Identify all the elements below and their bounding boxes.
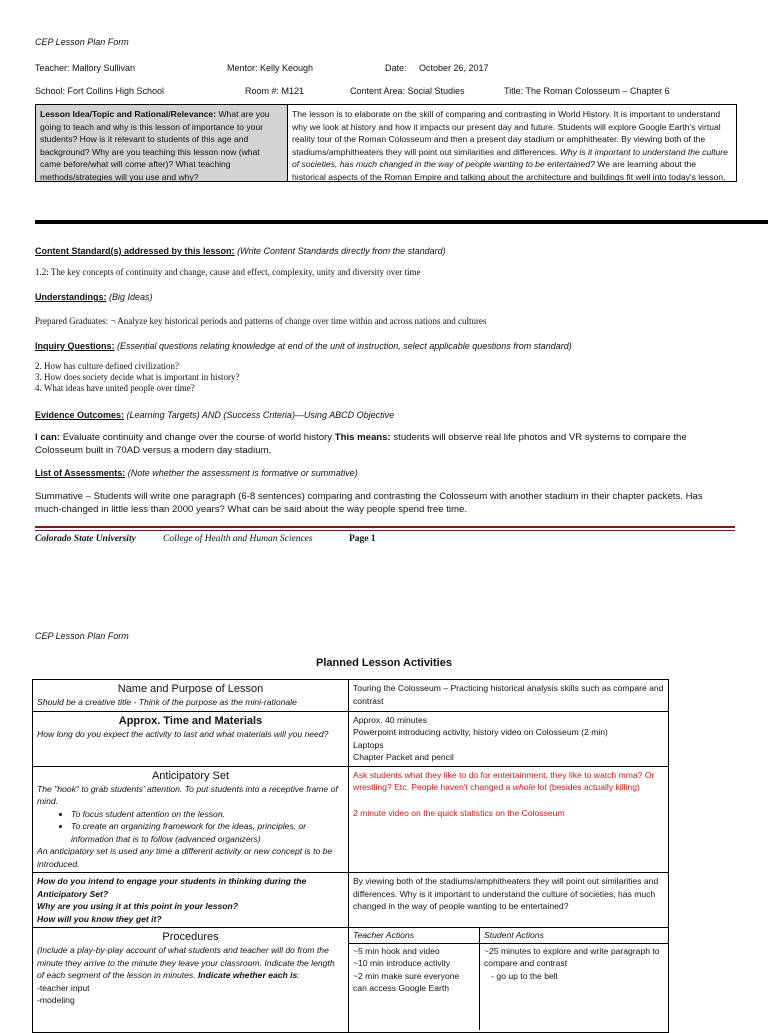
planned-activities-table bbox=[32, 679, 669, 1033]
procedures-cell bbox=[33, 928, 349, 1033]
i-can-text: Evaluate continuity and change over the course of world history bbox=[60, 432, 335, 443]
list-item: • To focus student attention on the lesson. bbox=[71, 808, 344, 821]
actions-table bbox=[349, 928, 668, 1030]
date-value: October 26, 2017 bbox=[419, 63, 489, 73]
assessments-heading bbox=[35, 467, 358, 479]
table-row bbox=[33, 873, 669, 928]
evidence-note: (Learning Targets) AND (Success Criteria)—Using ABCD Objective bbox=[126, 410, 395, 420]
understandings-label: Understandings: bbox=[35, 292, 107, 302]
lesson-idea-text-a: The lesson is to elaborate on the skill of comparing and contrasting in World History. It is important to understand why we look at history and how it impacts our present day and future. Students will explore Google Earth's virtual reality tour of the Roman Colosseum and then a present day stadium or amphitheater. By viewing both of the stadiums/amphitheaters they will point out similarities and differences. bbox=[292, 109, 721, 157]
engage-question: How will you know they get it? bbox=[37, 913, 162, 924]
this-means-label: This means: bbox=[334, 432, 391, 443]
anticipatory-bullets bbox=[37, 808, 344, 846]
standards-text: 1.2: The key concepts of continuity and change, cause and effect, complexity, unity and diversity over time bbox=[35, 267, 421, 277]
anticipatory-intro: The "hook" to grab students' attention. To put students into a receptive frame of mind. bbox=[37, 783, 338, 806]
teacher-actions-header: Teacher Actions bbox=[349, 928, 480, 943]
footer-university: Colorado State University bbox=[35, 534, 136, 544]
procedures-title: Procedures bbox=[162, 931, 219, 943]
lesson-idea-prompt bbox=[36, 105, 288, 181]
i-can-label: I can: bbox=[35, 432, 61, 443]
standards-heading bbox=[35, 245, 446, 257]
inquiry-label: Inquiry Questions: bbox=[35, 341, 115, 351]
page2-form-title: CEP Lesson Plan Form bbox=[35, 631, 129, 641]
table-row bbox=[33, 928, 669, 1033]
evidence-heading bbox=[35, 409, 394, 421]
footer-page-number: Page 1 bbox=[349, 534, 376, 544]
time-materials-answer bbox=[349, 711, 669, 766]
list-item: ~25 minutes to explore and write paragraph to compare and contrast bbox=[484, 945, 660, 968]
procedures-description bbox=[37, 944, 344, 982]
student-actions bbox=[480, 943, 669, 1030]
content-area-field: Content Area: Social Studies bbox=[350, 86, 465, 96]
mentor-field: Mentor: Kelly Keough bbox=[227, 63, 314, 73]
inquiry-questions bbox=[35, 361, 239, 394]
table-row bbox=[349, 928, 668, 943]
anticipatory-answer bbox=[349, 766, 669, 873]
lesson-idea-label: Lesson Idea/Topic and Rational/Relevance: bbox=[40, 109, 217, 119]
evidence-text bbox=[35, 431, 715, 457]
anticipatory-hook-whole: whole bbox=[512, 782, 536, 792]
lesson-title-field: Title: The Roman Colosseum – Chapter 6 bbox=[504, 86, 670, 96]
anticipatory-hook-text bbox=[353, 769, 664, 794]
name-purpose-answer: Touring the Colosseum – Practicing historical analysis skills such as compare and contrast bbox=[349, 680, 669, 712]
student-actions-header: Student Actions bbox=[480, 928, 669, 943]
form-title: CEP Lesson Plan Form bbox=[35, 37, 129, 47]
school-field: School: Fort Collins High School bbox=[35, 86, 165, 96]
list-item: Chapter Packet and pencil bbox=[353, 752, 454, 762]
procedures-item: -modeling bbox=[37, 995, 75, 1005]
name-purpose-title: Name and Purpose of Lesson bbox=[117, 683, 264, 695]
lesson-idea-answer bbox=[288, 105, 736, 181]
list-item: Laptops bbox=[353, 739, 384, 750]
procedures-actions-cell bbox=[349, 928, 669, 1033]
list-item: ~2 min make sure everyone can access Google Earth bbox=[353, 970, 460, 993]
understandings-note: (Big Ideas) bbox=[109, 292, 153, 302]
teacher-actions bbox=[349, 943, 480, 1030]
this-means-text: students will observe real life photos and VR systems to compare the Colosseum built in 70AD versus a modern day stadium. bbox=[35, 432, 687, 456]
lesson-idea-text-italic: Why is it important to understand the culture of societies, has much changed in the way of people wanting to be entertained? bbox=[292, 146, 728, 169]
table-row bbox=[349, 943, 668, 1030]
list-item: ~5 min hook and video bbox=[353, 945, 440, 956]
table-row bbox=[33, 766, 669, 873]
inquiry-note: (Essential questions relating knowledge at end of the unit of instruction, select applicable questions from standard) bbox=[117, 341, 572, 351]
name-purpose-cell bbox=[33, 680, 349, 712]
name-purpose-sub: Should be a creative title - Think of the purpose as the mini-rationale bbox=[37, 697, 297, 707]
inquiry-question: 4. What ideas have united people over time? bbox=[35, 383, 195, 393]
engage-question: Why are you using it at this point in your lesson? bbox=[37, 901, 239, 911]
assessments-note: (Note whether the assessment is formative or summative) bbox=[127, 468, 358, 478]
assessments-text: Summative – Students will write one paragraph (6-8 sentences) comparing and contrasting the Colosseum with another stadium in their chapter packets. Has much-changed in little less than 2000 years? What can be said about the way people spend free time. bbox=[35, 491, 703, 515]
footer-rule-top bbox=[35, 526, 735, 528]
evidence-label: Evidence Outcomes: bbox=[35, 410, 125, 420]
section-divider bbox=[35, 220, 768, 224]
list-item: Approx. 40 minutes bbox=[353, 714, 428, 725]
table-row bbox=[33, 680, 669, 712]
anticipatory-cell bbox=[33, 766, 349, 873]
time-materials-cell bbox=[33, 711, 349, 766]
anticipatory-video-text: 2 minute video on the quick statistics on the Colosseum bbox=[353, 807, 565, 818]
inquiry-question: 2. How has culture defined civilization? bbox=[35, 361, 179, 371]
anticipatory-closing: An anticipatory set is used any time a different activity or new concept is to be introduced. bbox=[37, 846, 333, 869]
footer-college: College of Health and Human Sciences bbox=[163, 534, 313, 544]
engage-answer: By viewing both of the stadiums/amphitheaters they will point out similarities and differences. Why is it important to understand the culture of societies, has much changed in the way of people wanting to be entertained? bbox=[349, 873, 669, 928]
anticipatory-title: Anticipatory Set bbox=[151, 769, 230, 782]
room-field: Room #: M121 bbox=[245, 86, 305, 96]
procedures-desc-bold: Indicate whether each is bbox=[198, 970, 298, 980]
footer-rule-bottom bbox=[35, 530, 735, 531]
procedures-desc-a: (Include a play-by-play account of what students and teacher will do from the minute they arrive to the minute they leave your classroom. Indicate the length of each segment of the lesson in minutes. bbox=[37, 945, 335, 980]
date-label: Date: bbox=[385, 63, 407, 73]
lesson-idea-question: What are you going to teach and why is this lesson of importance to your students? How is it relevant to students of this age and background? Why are you teaching this lesson now (what came before/what will come after)? What teaching methods/strategies will you use and why? bbox=[40, 109, 270, 182]
list-item: • To create an organizing framework for the ideas, principles, or information that is to follow (advanced organizers) bbox=[71, 820, 344, 845]
anticipatory-hook-a: Ask students what they like to do for entertainment, they like to watch mma? Or wrestling? Etc. People haven't changed a bbox=[353, 769, 655, 792]
table-row bbox=[33, 711, 669, 766]
time-materials-title: Approx. Time and Materials bbox=[118, 714, 263, 727]
standards-note: (Write Content Standards directly from the standard) bbox=[237, 246, 446, 256]
teacher-field: Teacher: Mallory Sullivan bbox=[35, 63, 136, 73]
engage-questions-cell bbox=[33, 873, 349, 928]
understandings-text: Prepared Graduates: ¬ Analyze key historical periods and patterns of change over time within and across nations and cultures bbox=[35, 316, 487, 326]
lesson-idea-table bbox=[35, 104, 737, 182]
anticipatory-hook-b: lot (besides actually killing) bbox=[535, 782, 640, 792]
list-item: ~10 min introduce activity bbox=[353, 958, 451, 968]
inquiry-heading bbox=[35, 340, 572, 352]
lesson-idea-text-b: We are learning about the historical aspects of the Roman Empire and talking about the architecture and buildings fit well into today's lesson. bbox=[292, 159, 726, 182]
standards-label: Content Standard(s) addressed by this lesson: bbox=[35, 246, 235, 256]
assessments-label: List of Assessments: bbox=[35, 468, 126, 478]
inquiry-question: 3. How does society decide what is important in history? bbox=[35, 372, 240, 382]
time-materials-sub: How long do you expect the activity to last and what materials will you need? bbox=[37, 728, 329, 739]
procedures-item: -teacher input bbox=[37, 982, 90, 993]
understandings-heading bbox=[35, 291, 153, 303]
procedures-desc-colon: : bbox=[297, 970, 300, 980]
list-item: - go up to the bell bbox=[484, 970, 558, 981]
list-item: Powerpoint introducing activity, history video on Colosseum (2 min) bbox=[353, 727, 608, 737]
planned-activities-heading: Planned Lesson Activities bbox=[316, 657, 452, 669]
engage-question: How do you intend to engage your students in thinking during the Anticipatory Set? bbox=[37, 876, 307, 899]
